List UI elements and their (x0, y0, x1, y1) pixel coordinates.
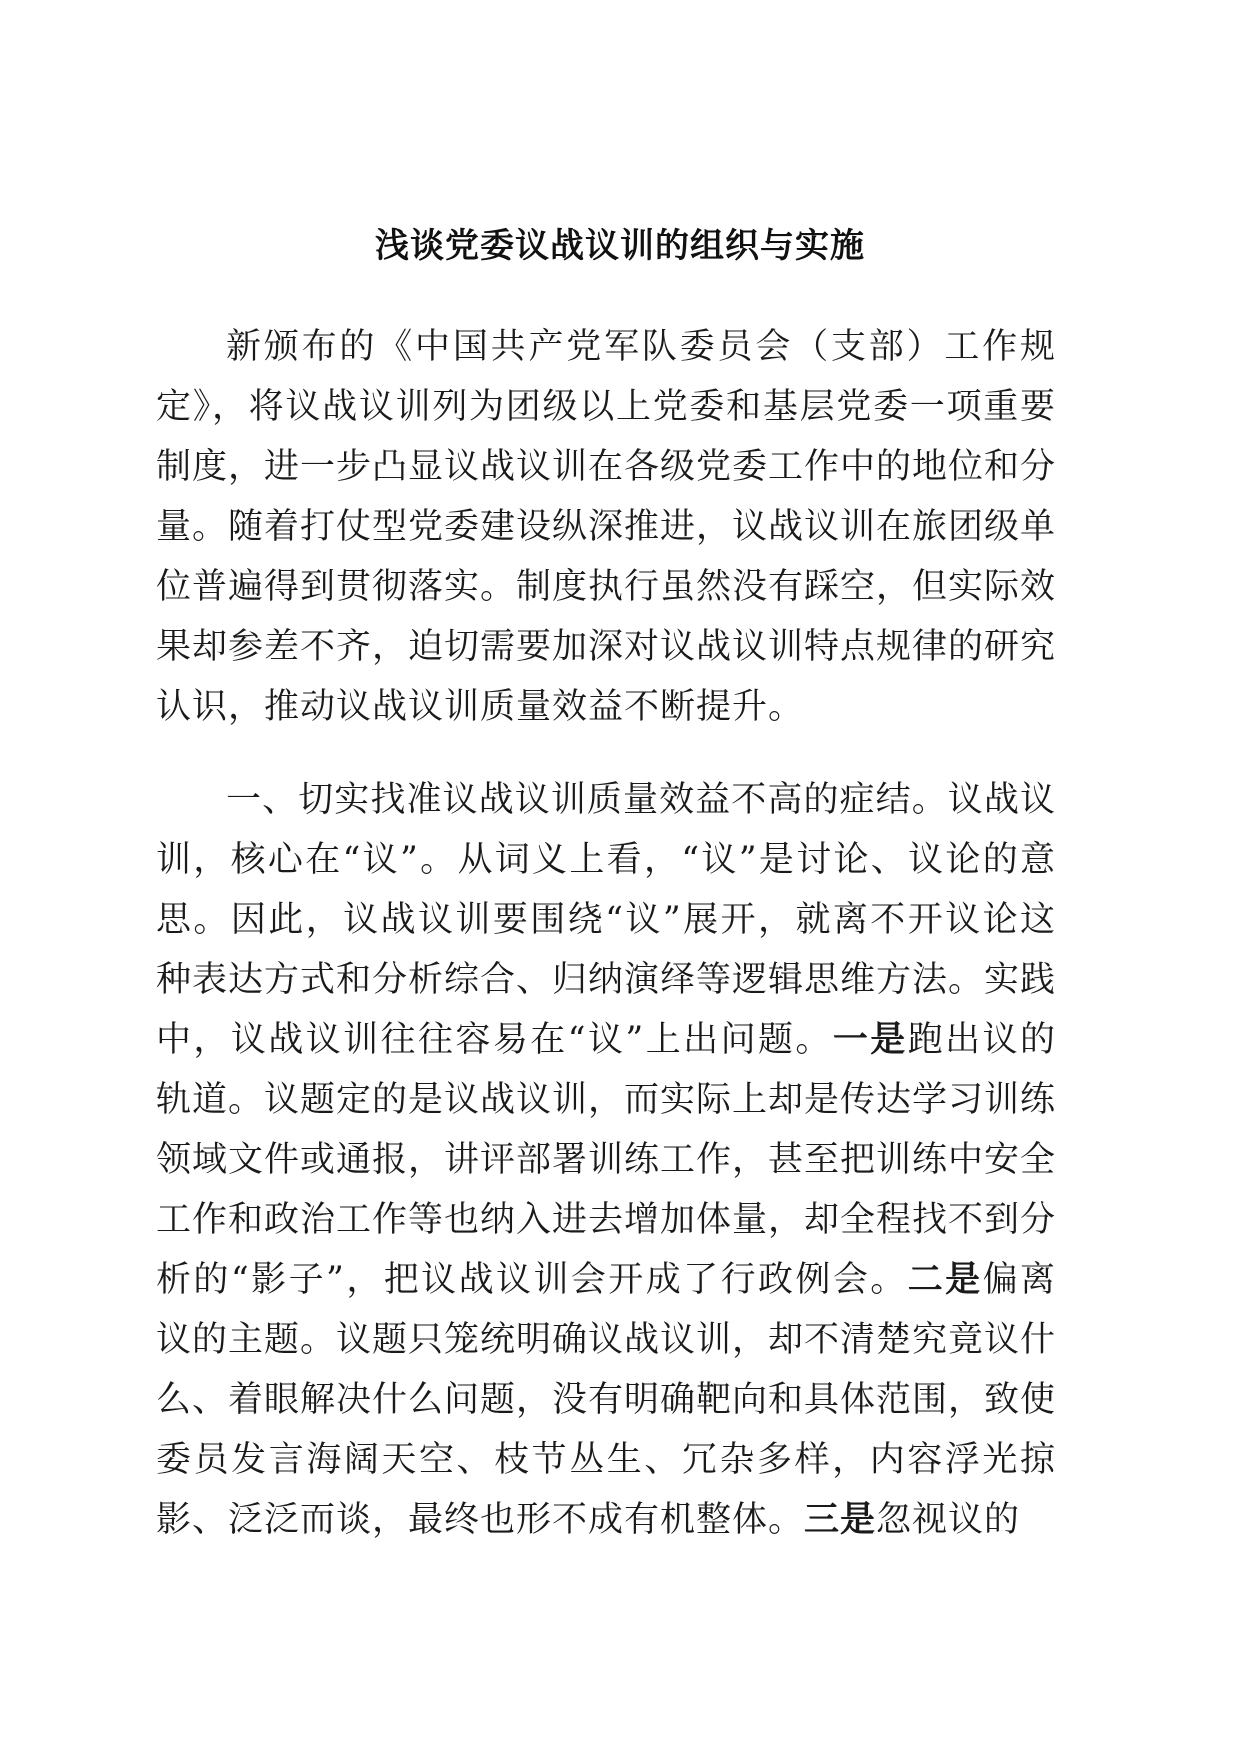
section-one-text: 一、切实找准议战议训质量效益不高的症结。议战议训，核心在“议”。从词义上看，“议”是讨论、议论的意思。因此，议战议训要围绕“议”展开，就离不开议论这种表达方式和分析综合、归纳演绎等逻辑思维方法。实践中，议战议训往往容易在“议”上出问题。 (156, 780, 1057, 1060)
point-one-label: 一是 (832, 1019, 908, 1060)
paragraph-intro-text: 新颁布的《中国共产党军队委员会（支部）工作规定》，将议战议训列为团级以上党委和基层党委一项重要制度，进一步凸显议战议训在各级党委工作中的地位和分量。随着打仗型党委建设纵深推进，议战议训在旅团级单位普遍得到贯彻落实。制度执行虽然没有踩空，但实际效果却参差不齐，迫切需要加深对议战议训特点规律的研究认识，推动议战议训质量效益不断提升。 (156, 327, 1057, 727)
point-one-text: 跑出议的轨道。议题定的是议战议训，而实际上却是传达学习训练领域文件或通报，讲评部署训练工作，甚至把训练中安全工作和政治工作等也纳入进去增加体量，却全程找不到分析的“影子”，把议战议训会开成了行政例会。 (156, 1020, 1057, 1300)
document-title: 浅谈党委议战议训的组织与实施 (375, 226, 865, 266)
point-three-label: 三是 (804, 1499, 877, 1540)
point-two-label: 二是 (907, 1259, 983, 1300)
point-two-text: 偏离议的主题。议题只笼统明确议战议训，却不清楚究竟议什么、着眼解决什么问题，没有明确靶向和具体范围，致使委员发言海阔天空、枝节丛生、冗杂多样，内容浮光掠影、泛泛而谈，最终也形不成有机整体。 (156, 1260, 1057, 1540)
paragraph-intro (156, 317, 1056, 737)
point-three-text: 忽视议的 (876, 1500, 1021, 1540)
paragraph-section-one (156, 770, 1056, 1550)
